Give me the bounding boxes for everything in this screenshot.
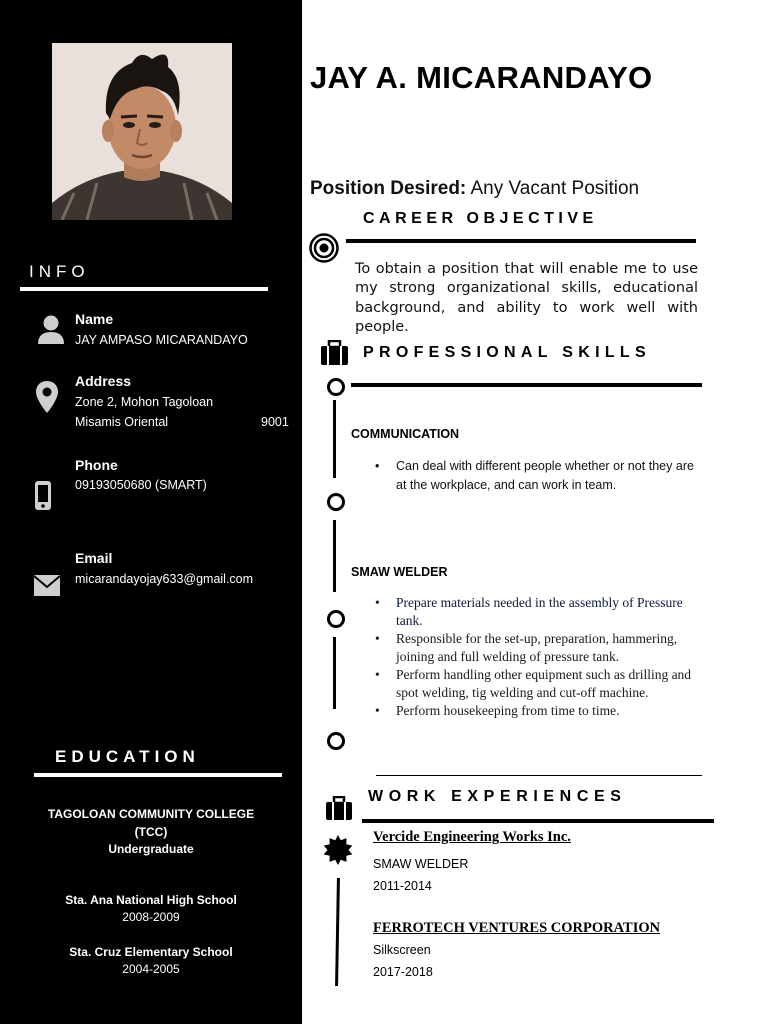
job-years: 2017-2018 — [373, 965, 433, 979]
position-label: Position Desired: — [310, 178, 467, 199]
info-heading: INFO — [29, 262, 90, 281]
work-divider — [362, 819, 714, 823]
skill-bullet: • Perform housekeeping from time to time. — [371, 702, 698, 720]
profile-photo — [52, 43, 232, 220]
location-pin-icon — [35, 380, 59, 414]
info-divider — [20, 287, 268, 291]
phone-label: Phone — [75, 457, 118, 473]
timeline-node — [327, 378, 345, 396]
education-years: 2008-2009 — [122, 910, 180, 924]
skills-divider — [351, 383, 702, 387]
email-label: Email — [75, 550, 113, 566]
education-heading: EDUCATION — [55, 747, 200, 766]
name-label: Name — [75, 311, 114, 327]
skill-bullet: • Responsible for the set-up, preparation, hammering, joining and full welding of pressure tank. — [371, 630, 698, 666]
sidebar — [0, 0, 302, 1024]
company-name: Vercide Engineering Works Inc. — [373, 829, 571, 845]
timeline-node — [327, 493, 345, 511]
skill-bullet-list — [371, 457, 694, 495]
timeline-line — [333, 520, 336, 592]
name-value: JAY AMPASO MICARANDAYO — [75, 333, 248, 347]
career-objective-heading: CAREER OBJECTIVE — [363, 210, 598, 227]
envelope-icon — [33, 574, 61, 597]
briefcase-icon — [320, 340, 349, 371]
education-school-abbr: (TCC) — [134, 825, 168, 839]
skill-bullet: • Prepare materials needed in the assembly of Pressure tank. — [371, 594, 698, 630]
position-value: Any Vacant Position — [470, 178, 640, 199]
position-desired — [310, 178, 639, 200]
skill-bullet: • Perform handling other equipment such as drilling and spot welding, tig welding and cut-off machine. — [371, 666, 698, 702]
starburst-icon — [323, 835, 353, 870]
address-line1: Zone 2, Mohon Tagoloan — [75, 395, 214, 409]
skill-title: COMMUNICATION — [351, 427, 460, 441]
timeline-node — [327, 732, 345, 750]
full-name: JAY A. MICARANDAYO — [310, 60, 653, 95]
company-name: FERROTECH VENTURES CORPORATION — [373, 920, 661, 936]
mobile-phone-icon — [34, 480, 52, 511]
address-label: Address — [75, 373, 132, 389]
education-detail: Undergraduate — [108, 842, 194, 856]
timeline-line — [335, 878, 340, 986]
target-icon — [309, 233, 339, 268]
education-school: Sta. Cruz Elementary School — [69, 945, 233, 959]
timeline-line — [333, 637, 336, 709]
section-separator — [376, 775, 702, 776]
education-divider — [34, 773, 282, 777]
profile-photo-illustration — [52, 43, 232, 220]
job-role: Silkscreen — [373, 943, 431, 957]
job-years: 2011-2014 — [373, 879, 432, 893]
education-years: 2004-2005 — [122, 962, 180, 976]
user-icon — [37, 314, 65, 346]
briefcase-icon — [325, 796, 353, 826]
career-divider — [346, 239, 696, 243]
skill-bullet: • Can deal with different people whether or not they are at the workplace, and can work in team. — [371, 457, 694, 495]
address-line2: Misamis Oriental — [75, 415, 169, 429]
phone-value: 09193050680 (SMART) — [75, 478, 207, 492]
career-objective-text: To obtain a position that will enable me to use my strong organizational skills, educational background, and ability to work well with people. — [355, 261, 698, 335]
education-school: TAGOLOAN COMMUNITY COLLEGE — [47, 807, 255, 821]
timeline-node — [327, 610, 345, 628]
skill-bullet-list — [371, 594, 698, 720]
email-value[interactable]: micarandayojay633@gmail.com — [75, 572, 254, 586]
timeline-line — [333, 400, 336, 478]
work-experiences-heading: WORK EXPERIENCES — [368, 788, 627, 805]
professional-skills-heading: PROFESSIONAL SKILLS — [363, 344, 651, 361]
address-zip: 9001 — [261, 415, 289, 429]
job-role: SMAW WELDER — [373, 857, 469, 871]
education-school: Sta. Ana National High School — [65, 893, 237, 907]
skill-title: SMAW WELDER — [351, 565, 448, 579]
